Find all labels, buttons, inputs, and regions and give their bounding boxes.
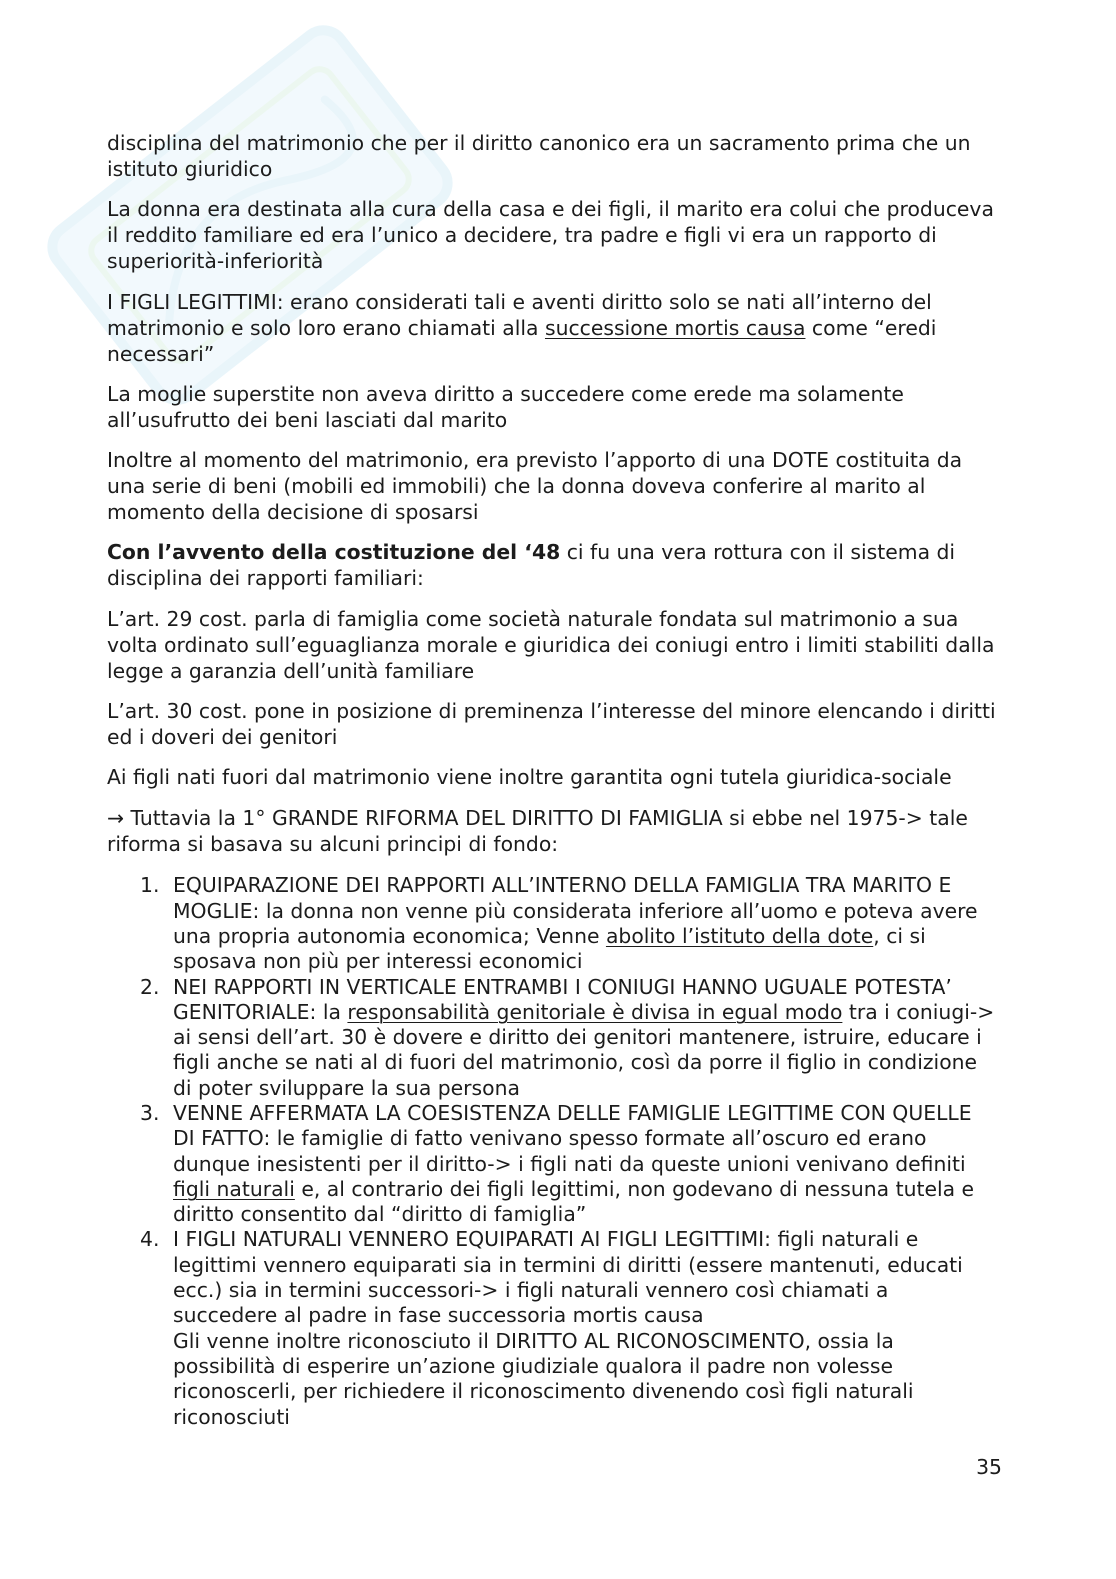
list-number: 2. — [140, 974, 160, 999]
text-line: momento della decisione di sposarsi — [107, 500, 479, 525]
text-segment: matrimonio e solo loro erano chiamati alla — [107, 315, 545, 340]
text-line: I FIGLI NATURALI VENNERO EQUIPARATI AI FIGLI LEGITTIMI: figli naturali e — [173, 1227, 919, 1252]
text-line: L’art. 30 cost. pone in posizione di preminenza l’interesse del minore elencando i diritti — [107, 699, 996, 724]
list-item — [107, 975, 1027, 1101]
text-line: di poter sviluppare la sua persona — [173, 1075, 520, 1100]
text-line: Ai figli nati fuori dal matrimonio viene inoltre garantita ogni tutela giuridica-sociale — [107, 765, 952, 790]
text-line: succedere al padre in fase successoria mortis causa — [173, 1303, 704, 1328]
text-line: La donna era destinata alla cura della casa e dei figli, il marito era colui che produceva — [107, 197, 994, 222]
text-segment: una propria autonomia economica; Venne — [173, 923, 606, 948]
text-line: dunque inesistenti per il diritto-> i figli nati da queste unioni venivano definiti — [173, 1151, 966, 1176]
paragraph-ruolo-donna — [107, 196, 1027, 274]
list-item — [107, 1227, 1027, 1429]
principles-list — [107, 873, 1027, 1430]
paragraph-moglie-superstite — [107, 381, 1027, 433]
document-body — [107, 130, 1027, 1430]
text-line: riconoscerli, per richiedere il riconoscimento divenendo così figli naturali — [173, 1379, 914, 1404]
text-line: sposava non più per interessi economici — [173, 949, 583, 974]
underlined-text: successione mortis causa — [544, 315, 806, 340]
text-line: figli anche se nati al di fuori del matrimonio, così da porre il figlio in condizione — [173, 1050, 978, 1075]
text-line: diritto consentito dal “diritto di famiglia” — [173, 1202, 587, 1227]
text-line: L’art. 29 cost. parla di famiglia come società naturale fondata sul matrimonio a sua — [107, 606, 959, 631]
text-line: Gli venne inoltre riconosciuto il DIRITTO AL RICONOSCIMENTO, ossia la — [173, 1328, 894, 1353]
text-line: legge a garanzia dell’unità familiare — [107, 658, 475, 683]
text-line — [107, 315, 1027, 341]
text-line: necessari” — [107, 341, 215, 366]
bold-text: Con l’avvento della costituzione del ‘48 — [107, 540, 561, 565]
text-line: all’usufrutto dei beni lasciati dal marito — [107, 407, 508, 432]
text-line: NEI RAPPORTI IN VERTICALE ENTRAMBI I CONIUGI HANNO UGUALE POTESTA’ — [173, 974, 952, 999]
text-line: La moglie superstite non aveva diritto a succedere come erede ma solamente — [107, 381, 904, 406]
text-line: volta ordinato sull’eguaglianza morale e giuridica dei coniugi entro i limiti stabiliti dalla — [107, 632, 995, 657]
text-line: disciplina del matrimonio che per il diritto canonico era un sacramento prima che un — [107, 131, 971, 155]
underlined-text: responsabilità genitoriale è divisa in egual modo — [347, 999, 843, 1024]
list-item — [107, 1101, 1027, 1227]
paragraph-riforma-1975 — [107, 805, 1027, 857]
text-line — [173, 1000, 1027, 1025]
underlined-text: abolito l’istituto della dote — [605, 923, 874, 948]
paragraph-art-30 — [107, 698, 1027, 750]
underlined-text: figli naturali — [173, 1176, 295, 1201]
text-line: istituto giuridico — [107, 157, 273, 181]
text-line — [173, 1177, 1027, 1202]
text-segment: come “eredi — [805, 315, 937, 340]
text-segment: e, al contrario dei figli legittimi, non godevano di nessuna tutela e — [294, 1176, 975, 1201]
text-line: una serie di beni (mobili ed immobili) che la donna doveva conferire al marito al — [107, 474, 926, 499]
paragraph-dote — [107, 447, 1027, 525]
text-line: ecc.) sia in termini successori-> i figli naturali vennero così chiamati a — [173, 1278, 889, 1303]
text-line: DI FATTO: le famiglie di fatto venivano spesso formate all’oscuro ed erano — [173, 1126, 927, 1151]
text-segment: GENITORIALE: la — [173, 999, 348, 1024]
text-segment: tra i coniugi-> — [842, 999, 995, 1024]
text-line: superiorità-inferiorità — [107, 249, 324, 274]
text-line: disciplina dei rapporti familiari: — [107, 566, 424, 591]
text-line: MOGLIE: la donna non venne più considerata inferiore all’uomo e poteva avere — [173, 898, 978, 923]
paragraph-figli-fuori-matrimonio — [107, 764, 1027, 790]
list-number: 3. — [140, 1100, 160, 1125]
text-line: riconosciuti — [173, 1404, 290, 1429]
text-line: EQUIPARAZIONE DEI RAPPORTI ALL’INTERNO DELLA FAMIGLIA TRA MARITO E — [173, 873, 952, 898]
page-number: 35 — [976, 1455, 1002, 1479]
text-line: Inoltre al momento del matrimonio, era previsto l’apporto di una DOTE costituita da — [107, 448, 963, 473]
text-line — [107, 539, 1027, 565]
paragraph-costituzione-48 — [107, 539, 1027, 591]
text-line: possibilità di esperire un’azione giudiziale qualora il padre non volesse — [173, 1353, 894, 1378]
paragraph-art-29 — [107, 606, 1027, 684]
paragraph-matrimonio-canonico — [107, 130, 1027, 182]
text-line: I FIGLI LEGITTIMI: erano considerati tali e aventi diritto solo se nati all’interno del — [107, 289, 932, 314]
list-number: 1. — [140, 873, 160, 898]
text-line: ai sensi dell’art. 30 è dovere e diritto dei genitori mantenere, istruire, educare i — [173, 1025, 982, 1050]
list-item — [107, 873, 1027, 974]
text-line: VENNE AFFERMATA LA COESISTENZA DELLE FAMIGLIE LEGITTIME CON QUELLE — [173, 1100, 972, 1125]
text-line: legittimi vennero equiparati sia in termini di diritti (essere mantenuti, educati — [173, 1252, 963, 1277]
text-segment: , ci si — [873, 923, 926, 948]
list-number: 4. — [140, 1227, 160, 1252]
paragraph-figli-legittimi — [107, 289, 1027, 367]
text-line: riforma si basava su alcuni principi di fondo: — [107, 831, 559, 856]
text-line — [173, 924, 1027, 949]
text-segment: ci fu una vera rottura con il sistema di — [560, 540, 956, 565]
text-line: il reddito familiare ed era l’unico a decidere, tra padre e figli vi era un rapporto di — [107, 223, 937, 248]
text-line: → Tuttavia la 1° GRANDE RIFORMA DEL DIRITTO DI FAMIGLIA si ebbe nel 1975-> tale — [107, 805, 968, 830]
text-line: ed i doveri dei genitori — [107, 725, 338, 750]
